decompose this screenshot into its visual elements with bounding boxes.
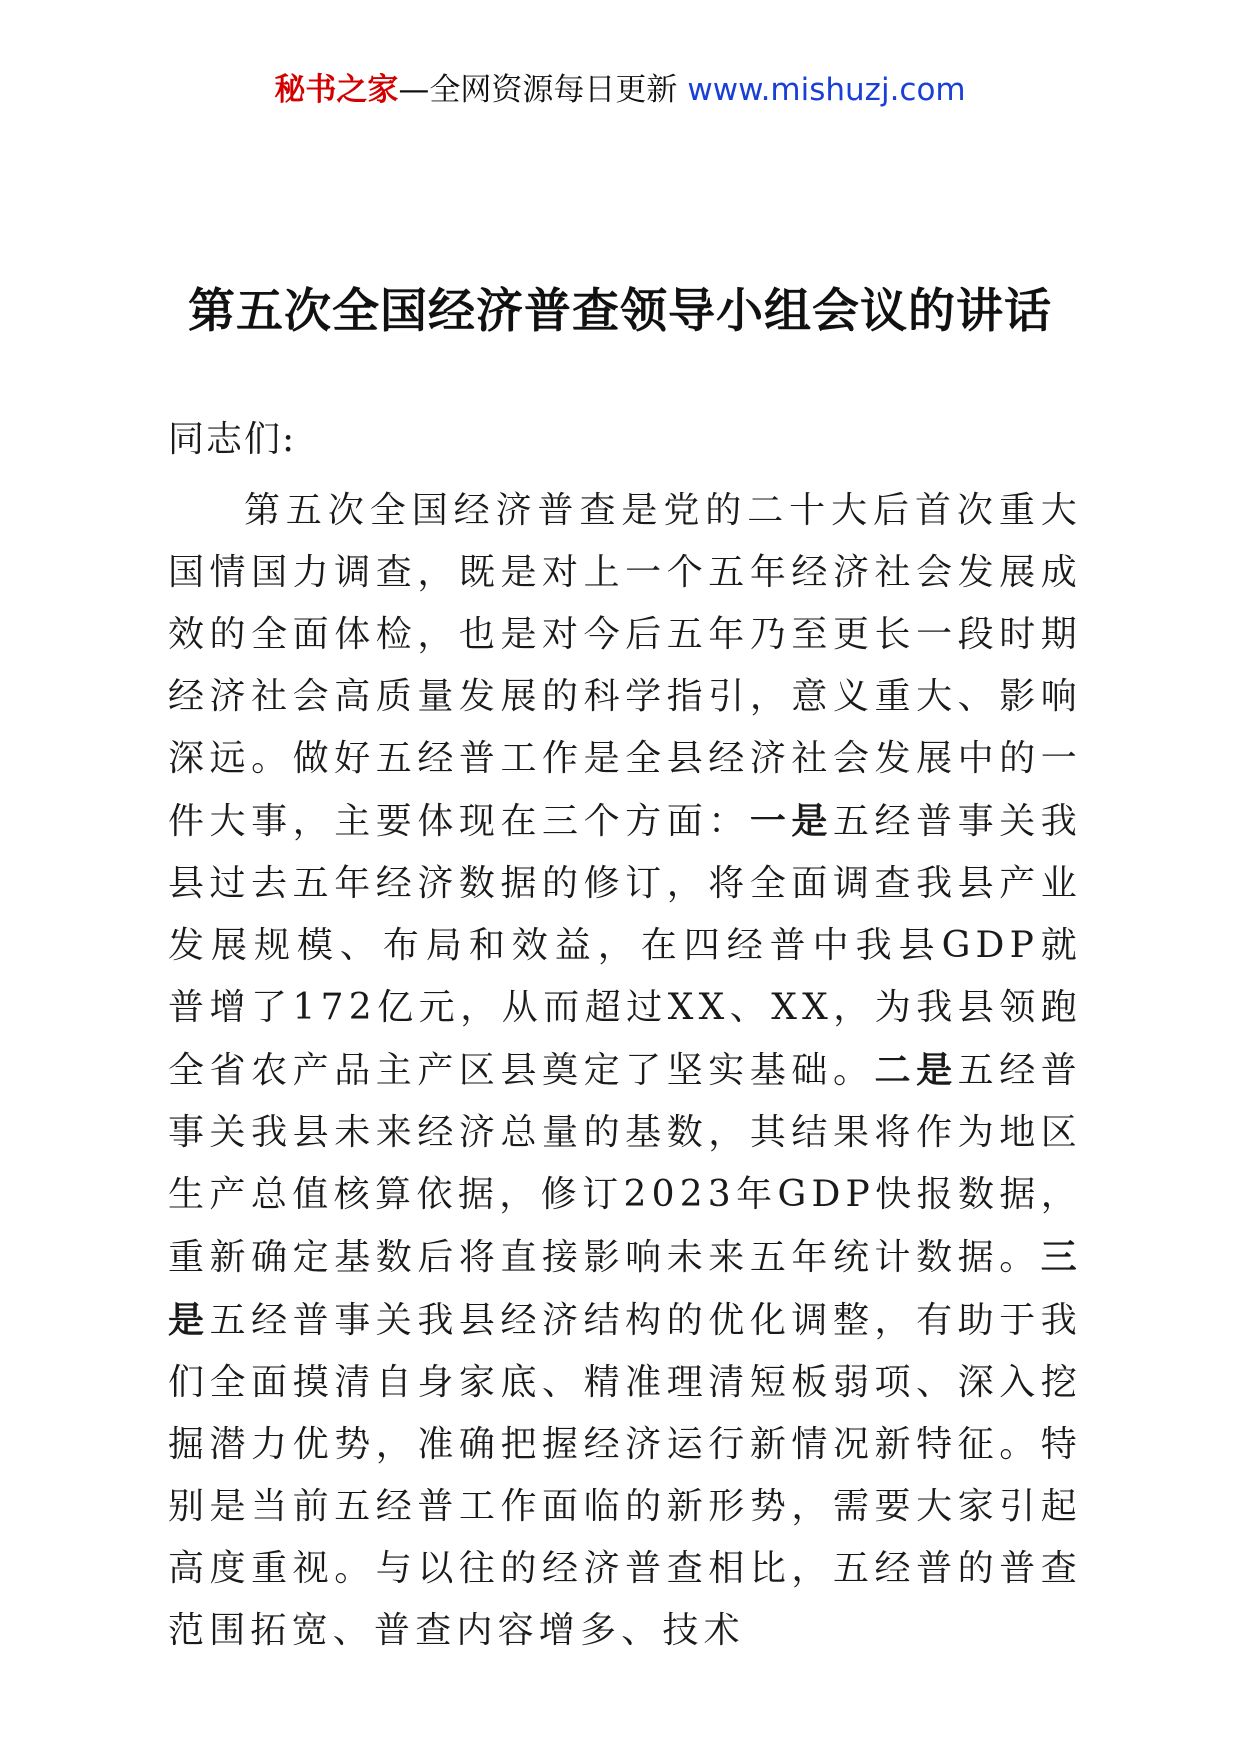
salutation: 同志们: — [168, 419, 297, 460]
site-brand: 秘书之家 — [274, 72, 399, 108]
paragraph-text-4: 五经普事关我县经济结构的优化调整，有助于我们全面摸清自身家底、精准理清短板弱项、深入挖掘潜力优势，准确把握经济运行新情况新特征。特别是当前五经普工作面临的新形势，需要大家引起高度重视。与以往的经济普查相比，五经普的普查范围拓宽、普查内容增多、技术 — [168, 1300, 1082, 1651]
paragraph-text-2: 五经普事关我县过去五年经济数据的修订，将全面调查我县产业发展规模、布局和效益，在四经普中我县GDP就普增了172亿元，从而超过XX、XX，为我县领跑全省农产品主产区县奠定了坚实基础。 — [168, 801, 1082, 1091]
point-label-2: 二是 — [874, 1049, 958, 1091]
site-url[interactable]: www.mishuzj.com — [687, 72, 966, 108]
body-paragraph — [168, 480, 1082, 1662]
paragraph-text-3: 五经普事关我县未来经济总量的基数，其结果将作为地区生产总值核算依据，修订2023年GDP快报数据，重新确定基数后将直接影响未来五年统计数据。 — [168, 1050, 1082, 1278]
document-title: 第五次全国经济普查领导小组会议的讲话 — [188, 284, 1052, 339]
site-tagline: 全网资源每日更新 — [429, 72, 678, 108]
header-dash: — — [398, 72, 430, 108]
point-label-1: 一是 — [749, 800, 833, 842]
site-header — [0, 70, 1240, 110]
paragraph-text-1: 第五次全国经济普查是党的二十大后首次重大国情国力调查，既是对上一个五年经济社会发展成效的全面体检，也是对今后五年乃至更长一段时期经济社会高质量发展的科学指引，意义重大、影响深远。做好五经普工作是全县经济社会发展中的一件大事，主要体现在三个方面： — [168, 490, 1082, 842]
point-label-3: 三是 — [168, 1236, 1082, 1341]
